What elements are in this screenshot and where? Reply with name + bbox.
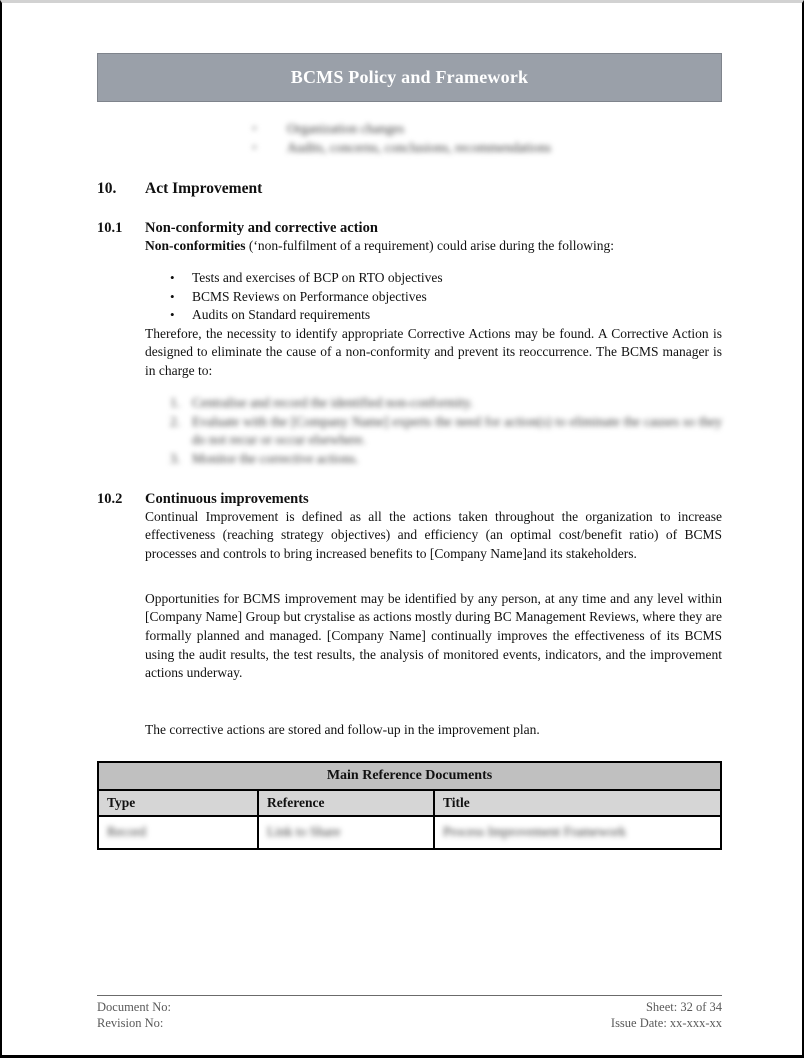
section-number: 10.1 [97,220,123,236]
table-title-row [98,762,721,790]
redacted-intro-list [252,119,722,157]
list-item: • BCMS Reviews on Performance objectives [192,288,722,307]
step-number: 3. [170,450,181,466]
lead-paragraph [145,237,722,256]
list-item: • Audits on Standard requirements [192,306,722,325]
opportunities-paragraph: Opportunities for BCMS improvement may be identified by any person, at any time and any level within [Company Name] Group but crystalise as actions mostly during BC Management Reviews, where they are formally planned and managed. [Company Name] continually improves the effectiveness of its BCMS using the audit results, the test results, the analysis of monitored events, indicators, and the improvement actions underway. [145,590,722,681]
document-no-label: Document No: [97,1000,171,1014]
list-item: • Tests and exercises of BCP on RTO objectives [192,269,722,288]
section-number: 10. [97,180,117,197]
corrective-action-paragraph: Therefore, the necessity to identify appropriate Corrective Actions may be found. A Corrective Action is designed to eliminate the cause of a non-conformity and prevent its reoccurrence. The BCMS manager is in charge to: [145,325,722,379]
step-text: Evaluate with the [Company Name] experts the need for action(s) to eliminate the causes so they do not recur or occur elsewhere. [192,413,722,448]
section-10-1-body [145,237,722,469]
footer-right [611,1000,722,1031]
list-item [170,394,722,413]
document-title-banner [97,53,722,102]
step-number: 2. [170,413,181,429]
redacted-steps-list [145,394,722,468]
sheet-number: Sheet: 32 of 34 [645,1000,722,1014]
list-item-text: Audits, concerns, conclusions, recommendations [287,140,551,155]
list-item [252,119,722,138]
main-reference-documents-table [97,761,722,850]
section-number: 10.2 [97,490,123,507]
table-cell-reference: Link to Share [258,816,434,849]
footer-left [97,1000,171,1031]
list-item [170,413,722,450]
table-header-row [98,790,721,816]
bullet-marker: • [252,121,257,136]
table-row [98,816,721,849]
section-title: Act Improvement [145,180,263,197]
list-item [252,138,722,157]
column-header-type: Type [98,790,258,816]
table-cell-title: Process Improvement Framework [434,816,721,849]
list-item-text: Organization changes [287,121,405,136]
lead-rest-text: (‘non-fulfilment of a requirement) could arise during the following: [245,238,614,253]
section-10-2-body [145,508,722,740]
column-header-reference: Reference [258,790,434,816]
section-heading-10-1 [97,220,722,237]
table-title: Main Reference Documents [98,762,721,790]
corrective-actions-note: The corrective actions are stored and follow-up in the improvement plan. [145,722,540,738]
step-text: Monitor the corrective actions. [192,450,359,466]
page-footer [97,995,722,1031]
table-cell-type: Record [98,816,258,849]
continual-improvement-paragraph: Continual Improvement is defined as all the actions taken throughout the organization to increase effectiveness (reaching strategy objectives) and efficiency (an optimal cost/benefit ratio) of BCMS processes and controls to bring increased benefits to [Company Name]and its stakeholders. [145,508,722,561]
section-heading-10-2 [97,491,722,508]
section-heading-10 [97,180,722,198]
step-number: 1. [170,395,181,411]
page-content [97,3,722,850]
issue-date: Issue Date: xx-xxx-xx [610,1015,722,1030]
document-title: BCMS Policy and Framework [290,67,529,87]
step-text: Centralise and record the identified non-conformity. [192,395,474,411]
column-header-title: Title [434,790,721,816]
lead-bold-text: Non-conformities [145,238,246,253]
bullet-marker: • [252,140,257,155]
non-conformity-bullet-list [145,269,722,325]
section-title: Non-conformity and corrective action [145,220,378,236]
revision-no-label: Revision No: [97,1015,164,1030]
section-title: Continuous improvements [145,490,309,507]
list-item [170,450,722,469]
